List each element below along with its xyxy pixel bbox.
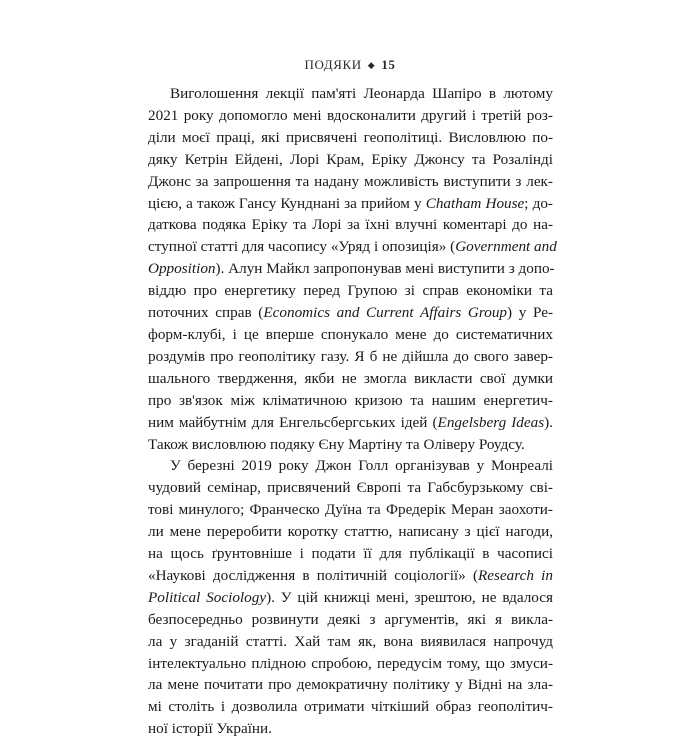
text-line: поточних справ (Economics and Current Affairs Group) у Ре- (148, 304, 553, 322)
text-line: віддю про енергетику перед Групою зі справ економіки та (148, 282, 553, 300)
text-line: ступної статті для часопису «Уряд і опозиція» (Government and (148, 238, 557, 256)
text-line: форм-клубі, і це вперше спонукало мене до систематичних (148, 325, 553, 343)
text-line: ла мене почитати про демократичну політику у Відні на зла- (148, 676, 553, 694)
text-line: Political Sociology). У цій книжці мені, зрештою, не вдалося (148, 588, 553, 606)
running-header (0, 57, 700, 73)
text-line: ним майбутнім для Енгельсбергських ідей (Engelsberg Ideas). (148, 413, 553, 431)
text-line: ли мене переробити коротку статтю, написану з цієї нагоди, (148, 523, 553, 541)
text-line: У березні 2019 року Джон Голл організував у Монреалі (170, 457, 553, 475)
text-line: Також висловлюю подяку Єну Мартіну та Оліверу Роудсу. (148, 435, 525, 453)
text-line: Виголошення лекції пам'яті Леонарда Шапіро в лютому (170, 85, 553, 102)
text-line: шального твердження, якби не змогла викласти свої думки (148, 369, 553, 387)
text-line: на щось ґрунтовніше і подати її для публікації в часописі (148, 545, 553, 563)
text-line: «Наукові дослідження в політичній соціології» (Research in (148, 566, 553, 584)
text-line: діли моєї праці, які присвячені геополітиці. Висловлюю по- (148, 128, 553, 146)
text-line: мі століть і дозволила отримати чіткіший образ геополітич- (148, 698, 553, 716)
body-text (148, 83, 557, 740)
text-line: безпосередньо розвинути деякі з аргументів, які я викла- (148, 610, 553, 628)
text-line: про зв'язок між кліматичною кризою та нашим енергетич- (148, 391, 553, 409)
text-line: даткова подяка Еріку та Лорі за їхні влучні коментарі до на- (148, 216, 553, 234)
paragraph-1 (148, 83, 557, 455)
text-line: 2021 року допомогло мені вдосконалити другий і третій роз- (148, 106, 553, 124)
text-line: роздумів про геополітику газу. Я б не дійшла до свого завер- (148, 347, 553, 365)
text-line: ної історії України. (148, 720, 272, 738)
text-line: Джонс за запрошення та надану можливість виступити з лек- (148, 172, 553, 190)
diamond-separator-icon: ◆ (367, 60, 376, 70)
text-line: тові минулого; Франческо Дуїна та Фредерік Меран заохоти- (148, 501, 553, 519)
page-number: 15 (381, 57, 396, 72)
text-line: інтелектуально плідною спробою, передусім тому, що змуси- (148, 654, 553, 672)
text-line: ла у згаданій статті. Хай там як, вона виявилася напрочуд (148, 632, 553, 650)
text-line: дяку Кетрін Ейдені, Лорі Крам, Еріку Джонсу та Розалінді (148, 150, 553, 168)
text-line: чудовий семінар, присвячений Європі та Габсбурзькому сві- (148, 479, 553, 497)
section-title: ПОДЯКИ (304, 57, 362, 72)
text-line: Opposition). Алун Майкл запропонував мені виступити з допо- (148, 260, 555, 278)
text-line: цією, а також Гансу Кунднані за прийом у Chatham House; до- (148, 194, 553, 212)
paragraph-2 (148, 455, 553, 740)
